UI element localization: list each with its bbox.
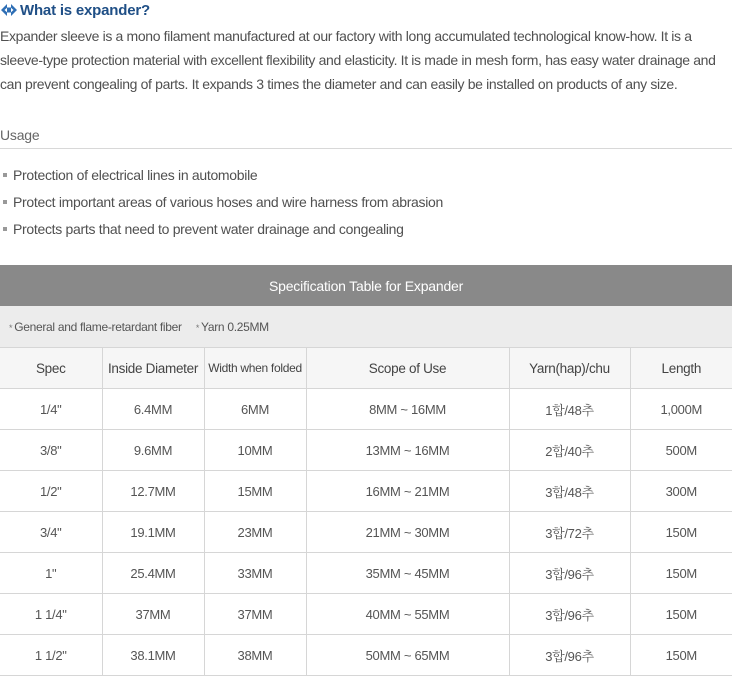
table-cell: 3합/96추 [509,635,630,676]
table-cell: 150M [630,512,732,553]
bullet-icon [3,173,7,177]
table-cell: 150M [630,635,732,676]
usage-list [0,161,443,242]
table-cell: 1합/48추 [509,389,630,430]
page-title: What is expander? [20,1,150,19]
table-cell: 3합/96추 [509,553,630,594]
table-cell: 1/4" [0,389,102,430]
table-cell: 300M [630,471,732,512]
table-row [0,430,732,471]
table-cell: 15MM [204,471,306,512]
table-cell: 500M [630,430,732,471]
table-cell: 1,000M [630,389,732,430]
table-cell: 8MM ~ 16MM [306,389,509,430]
table-cell: 150M [630,553,732,594]
table-cell: 16MM ~ 21MM [306,471,509,512]
column-header: Width when folded [204,348,306,389]
intro-paragraph: Expander sleeve is a mono filament manufactured at our factory with long accumulated technological know-how. It is a sleeve-type protection material with excellent flexibility and elasticity. It is made in mesh form, has easy water drainage and can prevent congealing of parts. It expands 3 times the diameter and can easily be installed on products of any size. [0,28,716,92]
column-header: Scope of Use [306,348,509,389]
table-cell: 10MM [204,430,306,471]
table-cell: 6MM [204,389,306,430]
table-cell: 1 1/4" [0,594,102,635]
table-cell: 12.7MM [102,471,204,512]
column-header: Inside Diameter [102,348,204,389]
table-cell: 3/4" [0,512,102,553]
table-row [0,594,732,635]
star-icon: * [9,322,13,333]
table-row [0,512,732,553]
table-cell: 35MM ~ 45MM [306,553,509,594]
table-cell: 9.6MM [102,430,204,471]
double-arrow-icon [0,3,18,17]
list-item: Protection of electrical lines in automobile [0,161,443,188]
usage-divider [0,148,732,149]
list-item: Protects parts that need to prevent water drainage and congealing [0,215,443,242]
table-row [0,635,732,676]
table-header-row [0,348,732,389]
table-cell: 23MM [204,512,306,553]
usage-title: Usage [0,127,40,143]
table-row [0,471,732,512]
table-cell: 19.1MM [102,512,204,553]
table-cell: 38.1MM [102,635,204,676]
table-row [0,553,732,594]
bullet-icon [3,200,7,204]
list-item: Protect important areas of various hoses and wire harness from abrasion [0,188,443,215]
table-row [0,389,732,430]
table-cell: 3합/96추 [509,594,630,635]
table-cell: 38MM [204,635,306,676]
table-cell: 37MM [204,594,306,635]
table-cell: 3/8" [0,430,102,471]
table-cell: 25.4MM [102,553,204,594]
table-cell: 6.4MM [102,389,204,430]
table-note: * General and flame-retardant fiber * Yarn 0.25MM [0,306,732,348]
table-cell: 3합/72추 [509,512,630,553]
table-cell: 150M [630,594,732,635]
table-cell: 1/2" [0,471,102,512]
table-cell: 1 1/2" [0,635,102,676]
table-cell: 21MM ~ 30MM [306,512,509,553]
column-header: Spec [0,348,102,389]
table-cell: 33MM [204,553,306,594]
bullet-icon [3,227,7,231]
star-icon: * [195,322,200,333]
section-heading [0,0,150,20]
column-header: Length [630,348,732,389]
table-cell: 37MM [102,594,204,635]
table-cell: 3합/48추 [509,471,630,512]
table-cell: 2합/40추 [509,430,630,471]
table-caption: Specification Table for Expander [0,265,732,306]
column-header: Yarn(hap)/chu [509,348,630,389]
table-cell: 1" [0,553,102,594]
spec-table [0,265,732,676]
table-cell: 40MM ~ 55MM [306,594,509,635]
table-cell: 13MM ~ 16MM [306,430,509,471]
table-cell: 50MM ~ 65MM [306,635,509,676]
